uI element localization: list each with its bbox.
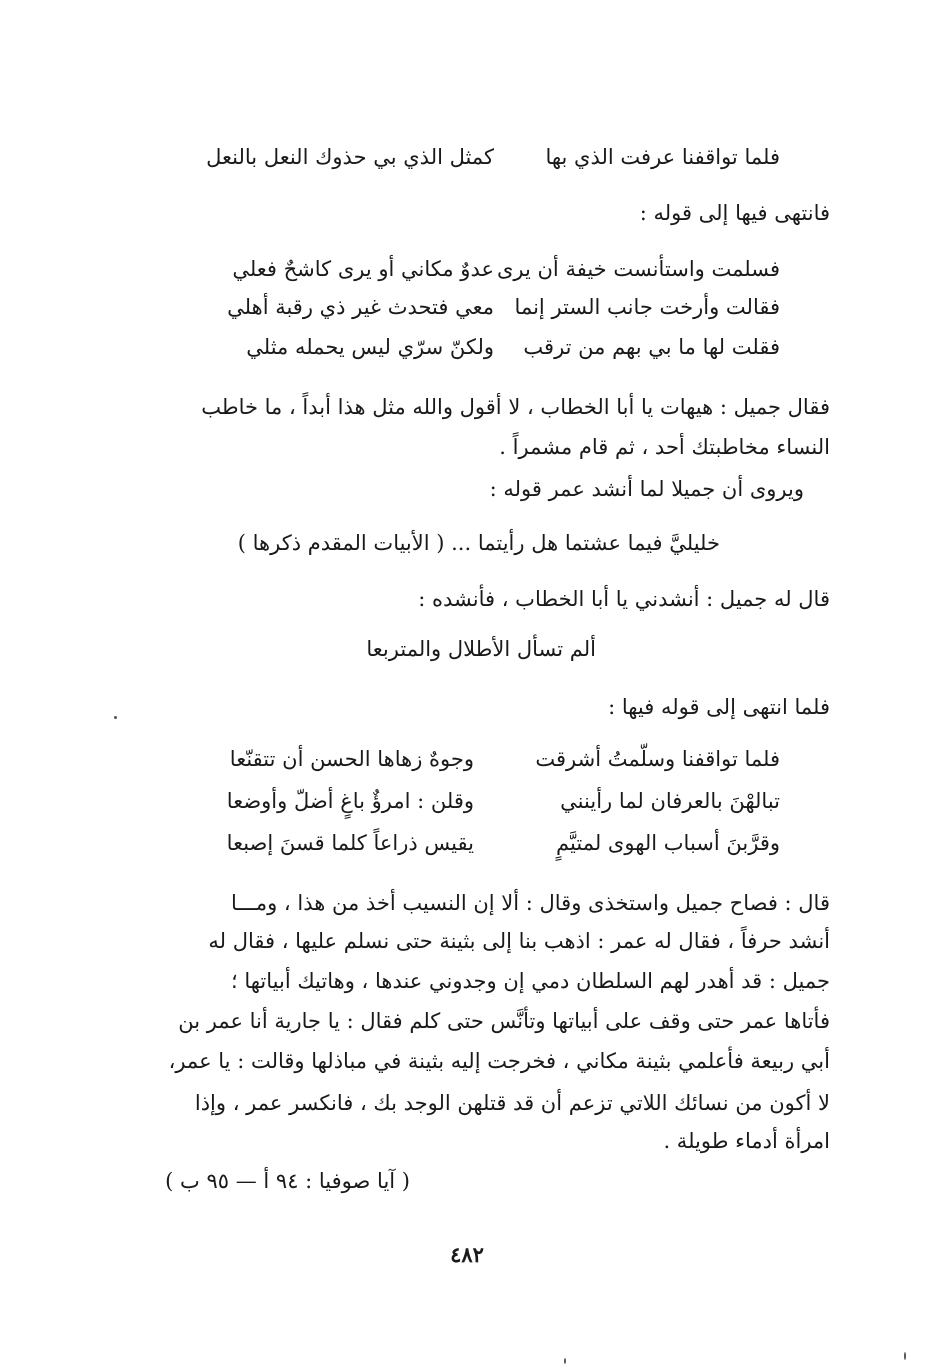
verse-hemistich-second: عدوٌ مكاني أو يرى كاشحٌ فعلي [232, 257, 494, 281]
scan-speck [114, 716, 117, 719]
verse-single: خليليَّ فيما عشتما هل رأيتما ... ( الأبيات المقدم ذكرها ) [237, 531, 720, 555]
narrative-line: قال له جميل : أنشدني يا أبا الخطاب ، فأنشده : [418, 587, 830, 611]
paragraph-line: النساء مخاطبتك أحد ، ثم قام مشمراً . [499, 435, 830, 459]
paragraph-line: فأتاها عمر حتى وقف على أبياتها وتأنَّس حتى كلم فقال : يا جارية أنا عمر بن [178, 1009, 830, 1033]
verse-hemistich-second: وقلن : امرؤٌ باغٍ أضلّ وأوضعا [226, 789, 474, 813]
source-reference: ( آيا صوفيا : ٩٤ أ — ٩٥ ب ) [165, 1169, 410, 1193]
page-number: ٤٨٢ [450, 1242, 484, 1267]
paragraph-line: لا أكون من نسائك اللاتي تزعم أن قد قتلهن الوجد بك ، فانكسر عمر ، وإذا [194, 1091, 830, 1115]
verse-single: ألم تسأل الأطلال والمتربعا [366, 637, 596, 661]
paragraph-line: جميل : قد أهدر لهم السلطان دمي إن وجدوني عندها ، وهاتيك أبياتها ؛ [230, 969, 830, 993]
paragraph-line: أبي ربيعة فأعلمي بثينة مكاني ، فخرجت إليه بثينة في مباذلها وقالت : يا عمر، [168, 1049, 830, 1073]
verse-hemistich-first: تبالهْنَ بالعرفان لما رأينني [560, 789, 780, 813]
verse-hemistich-second: كمثل الذي بي حذوك النعل بالنعل [206, 145, 494, 169]
paragraph-line: فقال جميل : هيهات يا أبا الخطاب ، لا أقول والله مثل هذا أبداً ، ما خاطب [201, 395, 830, 419]
verse-hemistich-second: يقيس ذراعاً كلما قسنَ إصبعا [226, 831, 474, 855]
scan-speck [564, 1358, 566, 1364]
verse-hemistich-second: وجوهٌ زهاها الحسن أن تتقنّعا [229, 747, 474, 771]
narrative-line: فانتهى فيها إلى قوله : [639, 201, 830, 225]
verse-hemistich-first: فسلمت واستأنست خيفة أن يرى [496, 257, 780, 281]
paragraph-line: امرأة أدماء طويلة . [663, 1129, 830, 1153]
verse-hemistich-second: معي فتحدث غير ذي رقبة أهلي [227, 295, 494, 319]
verse-hemistich-first: فلما تواقفنا وسلّمتُ أشرقت [535, 747, 780, 771]
verse-hemistich-first: وقرَّبنَ أسباب الهوى لمتيَّمٍ [556, 831, 780, 855]
paragraph-line: ويروى أن جميلا لما أنشد عمر قوله : [489, 477, 804, 501]
verse-hemistich-first: فقالت وأرخت جانب الستر إنما [514, 295, 780, 319]
verse-hemistich-first: فقلت لها ما بي بهم من ترقب [523, 335, 780, 359]
scan-speck [904, 1352, 906, 1360]
narrative-line: فلما انتهى إلى قوله فيها : [608, 695, 830, 719]
paragraph-line: أنشد حرفاً ، فقال له عمر : اذهب بنا إلى بثينة حتى نسلم عليها ، فقال له [208, 929, 830, 953]
verse-hemistich-second: ولكنّ سرّي ليس يحمله مثلي [246, 335, 494, 359]
paragraph-line: قال : فصاح جميل واستخذى وقال : ألا إن النسيب أخذ من هذا ، ومـــا [231, 891, 830, 915]
verse-hemistich-first: فلما تواقفنا عرفت الذي بها [545, 145, 780, 169]
